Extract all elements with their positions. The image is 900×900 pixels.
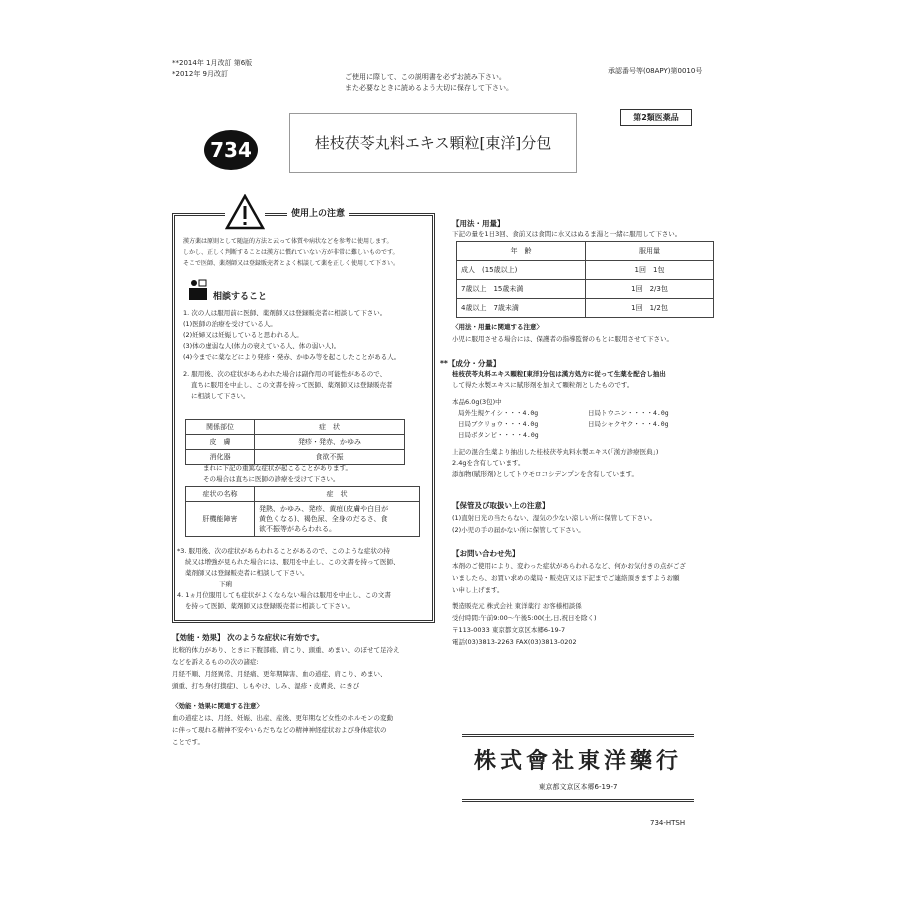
ingredients-line: して得た水製エキスに賦形剤を加えて顆粒剤としたものです。 <box>452 381 634 389</box>
desc-line: 黄色くなる)、褐色尿、全身のだるさ、食 <box>259 515 388 523</box>
dosage-table <box>456 241 714 318</box>
table-cell: 1回 1/2包 <box>586 299 714 318</box>
caution-heading: 使用上の注意 <box>287 208 349 221</box>
dosage-related-text: 小児に服用させる場合には、保護者の指導監督のもとに服用させて下さい。 <box>452 335 673 343</box>
inquiry-company: 製造販売元 株式会社 東洋薬行 お客様相談係 <box>452 602 582 610</box>
dosage-related <box>452 321 724 345</box>
dosage-section <box>452 218 724 240</box>
table-cell: 発疹・発赤、かゆみ <box>255 435 405 450</box>
item-4-line: を持って医師、薬剤師又は登録販売者に相談して下さい。 <box>185 602 354 610</box>
ingredients-heading: **【成分・分量】 <box>440 359 501 368</box>
table-header: 症 状 <box>255 420 405 435</box>
extract-line: 上記の混合生薬より抽出した桂枝茯苓丸料水製エキス(「漢方診療医典」) <box>452 448 659 456</box>
efficacy-related-line: 血の道症とは、月経、妊娠、出産、産後、更年期など女性のホルモンの変動 <box>172 714 393 722</box>
dosage-heading: 【用法・用量】 <box>452 219 505 228</box>
table-cell: 消化器 <box>186 450 255 465</box>
table-cell: 1回 1包 <box>586 261 714 280</box>
footer-code: 734-HTSH <box>650 819 686 827</box>
item-1-entry: (4)今までに薬などにより発疹・発赤、かゆみ等を起こしたことがある人。 <box>183 353 401 361</box>
item-1-entry: (2)妊婦又は妊娠していると思われる人。 <box>183 331 303 339</box>
item-1-entry: (1)医師の治療を受けている人。 <box>183 320 277 328</box>
dosage-text: 下記の量を1日3回、食前又は食間に水又はぬるま湯と一緒に服用して下さい。 <box>452 230 682 238</box>
company-block <box>462 734 694 802</box>
herb-item: 日局ブクリョウ・・・4.0g <box>458 420 539 428</box>
efficacy-related-line: に伴って現れる精神不安やいらだちなどの精神神経症状および身体症状の <box>172 726 387 734</box>
side-effect-table <box>185 419 405 465</box>
item-3-symptom: 下痢 <box>219 580 232 588</box>
title-box <box>289 113 577 173</box>
inquiry-heading: 【お問い合わせ先】 <box>452 549 520 558</box>
intro-line: 漢方薬は原則として随証的方法と云って体質や病状などを参考に使用します。 <box>183 238 393 245</box>
table-cell: 成人 (15歳以上) <box>457 261 586 280</box>
ingredients-line: 桂枝茯苓丸料エキス顆粒[東洋]分包は漢方処方に従って生薬を配合し抽出 <box>452 370 666 378</box>
item-3 <box>177 546 432 612</box>
storage-section <box>452 500 724 536</box>
extract-line: 2.4gを含有しています。 <box>452 459 525 467</box>
table-cell: 食欲不振 <box>255 450 405 465</box>
product-number-badge: 734 <box>204 130 258 170</box>
item-1-entry: (3)体の虚弱な人(体力の衰えている人、体の弱い人)。 <box>183 342 341 350</box>
efficacy-line: 月経不順、月経異常、月経痛、更年期障害、血の道症、肩こり、めまい、 <box>172 670 387 678</box>
herb-row <box>440 419 725 430</box>
approval-number: 承認番号等(08APY)第0010号 <box>608 67 703 75</box>
efficacy-line: 比較的体力があり、ときに下腹部痛、肩こり、頭重、めまい、のぼせて足冷え <box>172 646 400 654</box>
read-notice <box>345 72 513 94</box>
consult-section <box>183 308 433 402</box>
notice-line: また必要なときに読めるよう大切に保存して下さい。 <box>345 84 513 92</box>
herb-item: 日局ボタンピ・・・・4.0g <box>458 431 539 439</box>
revision-line: *2012年 9月改訂 <box>172 70 228 78</box>
storage-item: (2)小児の手の届かない所に保管して下さい。 <box>452 526 585 534</box>
rare-note <box>203 463 352 485</box>
table-cell: 皮 膚 <box>186 435 255 450</box>
table-cell <box>255 502 420 537</box>
desc-line: 発熱、かゆみ、発疹、黄疸(皮膚や白目が <box>259 505 389 513</box>
item-2-line: 直ちに服用を中止し、この文書を持って医師、薬剤師又は登録販売者 <box>191 381 393 389</box>
table-header: 症 状 <box>255 487 420 502</box>
category-badge: 第2類医薬品 <box>620 109 692 126</box>
storage-item: (1)直射日光の当たらない、湿気の少ない涼しい所に保管して下さい。 <box>452 514 657 522</box>
revision-line: **2014年 1月改訂 第6版 <box>172 59 253 67</box>
inquiry-section <box>452 548 726 648</box>
storage-heading: 【保管及び取扱い上の注意】 <box>452 501 550 510</box>
consult-icon <box>187 278 209 300</box>
efficacy-heading: 【効能・効果】 次のような症状に有効です。 <box>172 633 325 642</box>
item-2-line: 2. 服用後、次の症状があらわれた場合は副作用の可能性があるので、 <box>183 370 387 378</box>
item-1: 1. 次の人は服用前に医師、薬剤師又は登録販売者に相談して下さい。 <box>183 309 387 317</box>
product-title: 桂枝茯苓丸料エキス顆粒[東洋]分包 <box>314 134 552 152</box>
inquiry-line: いましたら、お買い求めの薬局・販売店又は下記までご連絡頂きますようお願 <box>452 574 680 582</box>
rare-note-line: その場合は直ちに医師の診療を受けて下さい。 <box>203 475 340 483</box>
intro-line: しかし、正しく判断することは漢方に慣れていない方が非常に難しいものです。 <box>183 249 399 256</box>
efficacy-line: 頭重、打ち身(打撲症)、しもやけ、しみ、湿疹・皮膚炎、にきび <box>172 682 360 690</box>
item-4-line: 4. 1ヵ月位服用しても症状がよくならない場合は服用を中止し、この文書 <box>177 591 391 599</box>
caution-box <box>172 209 435 623</box>
item-3-line: *3. 服用後、次の症状があらわれることがあるので、このような症状の持 <box>177 547 390 555</box>
efficacy-line: などを訴えるものの次の諸症: <box>172 658 259 666</box>
inquiry-address: 〒113-0033 東京都文京区本郷6-19-7 <box>452 626 566 634</box>
herb-row <box>440 408 725 419</box>
consult-heading: 相談すること <box>213 292 268 302</box>
item-3-line: 薬剤師又は登録販売者に相談して下さい。 <box>185 569 309 577</box>
table-cell: 肝機能障害 <box>186 502 255 537</box>
extract-line: 添加物(賦形剤)としてトウモロコシデンプンを含有しています。 <box>452 470 639 478</box>
herb-item: 日局シャクヤク・・・4.0g <box>588 420 669 428</box>
herb-row <box>440 430 725 441</box>
efficacy-section <box>172 632 442 748</box>
table-cell: 7歳以上 15歳未満 <box>457 280 586 299</box>
table-cell: 1回 2/3包 <box>586 280 714 299</box>
ingredients-amount: 本品6.0g(3包)中 <box>452 398 502 406</box>
herb-item: 局外生規ケイシ・・・4.0g <box>458 409 539 417</box>
inquiry-line: 本剤のご使用により、変わった症状があらわれるなど、何かお気付きの点がござ <box>452 562 686 570</box>
desc-line: 欲不振等があらわれる。 <box>259 525 336 533</box>
table-header: 服用量 <box>586 242 714 261</box>
table-cell: 4歳以上 7歳未満 <box>457 299 586 318</box>
item-3-line: 続又は増強が見られた場合には、服用を中止し、この文書を持って医師、 <box>185 558 400 566</box>
efficacy-related-heading: 〈効能・効果に関連する注意〉 <box>172 702 263 710</box>
inquiry-phone: 電話(03)3813-2263 FAX(03)3813-0202 <box>452 638 577 646</box>
warning-icon <box>225 194 265 232</box>
table-header: 関係部位 <box>186 420 255 435</box>
serious-effect-table <box>185 486 420 537</box>
dosage-related-heading: 〈用法・用量に関連する注意〉 <box>452 323 543 331</box>
ingredients-section <box>440 358 725 480</box>
herb-item: 日局トウニン・・・・4.0g <box>588 409 669 417</box>
inquiry-hours: 受付時間:午前9:00〜午後5:00(土,日,祝日を除く) <box>452 614 597 622</box>
notice-line: ご使用に際して、この説明書を必ずお読み下さい。 <box>345 73 506 81</box>
item-2-line: に相談して下さい。 <box>191 392 250 400</box>
revision-notes <box>172 58 252 80</box>
company-logo-name: 株式會社東洋藥行 <box>473 748 682 774</box>
efficacy-related-line: ことです。 <box>172 738 204 746</box>
company-address: 東京都文京区本郷6-19-7 <box>538 783 618 791</box>
table-header: 年 齢 <box>457 242 586 261</box>
rare-note-line: まれに下記の重篤な症状が起こることがあります。 <box>203 464 352 472</box>
intro-line: そこで医師、薬剤師又は登録販売者とよく相談して薬を正しく使用して下さい。 <box>183 260 400 267</box>
inquiry-line: い申し上げます。 <box>452 586 504 594</box>
caution-intro <box>183 236 399 269</box>
table-header: 症状の名称 <box>186 487 255 502</box>
